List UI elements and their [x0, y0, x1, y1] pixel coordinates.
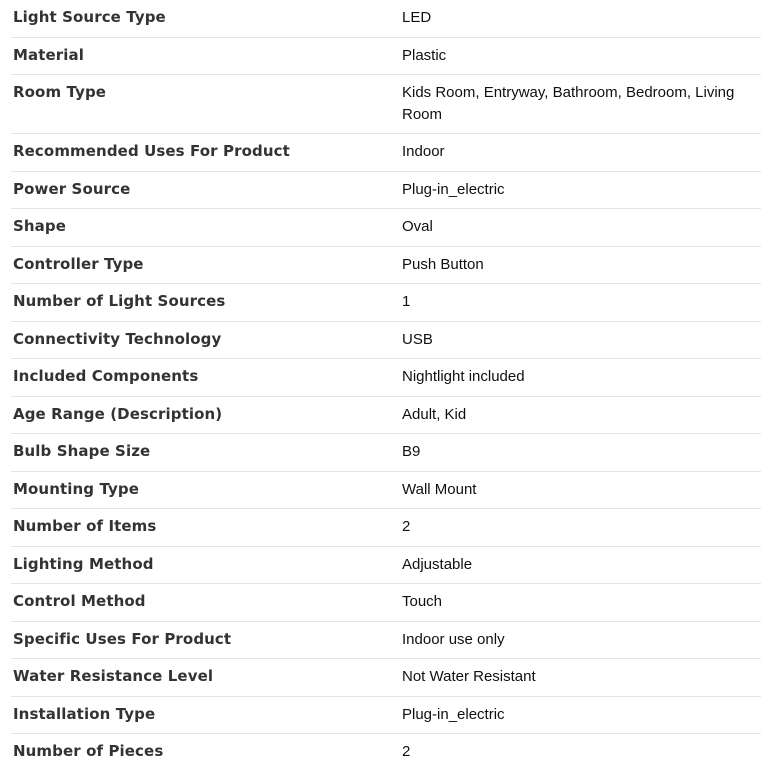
spec-row — [11, 171, 761, 209]
spec-row — [11, 37, 761, 75]
spec-label: Light Source Type — [11, 0, 400, 37]
spec-value: Plug-in_electric — [400, 696, 761, 734]
spec-value: Adjustable — [400, 546, 761, 584]
spec-row — [11, 546, 761, 584]
spec-row — [11, 134, 761, 172]
spec-label: Number of Pieces — [13, 742, 164, 760]
spec-row — [11, 509, 761, 547]
spec-row — [11, 659, 761, 697]
spec-row — [11, 471, 761, 509]
spec-value: Indoor — [400, 134, 761, 172]
spec-label: Number of Items — [11, 509, 400, 547]
spec-value: 2 — [402, 743, 411, 760]
spec-label: Mounting Type — [11, 471, 400, 509]
spec-label: Power Source — [11, 171, 400, 209]
spec-value: 1 — [400, 284, 761, 322]
spec-label: Material — [11, 37, 400, 75]
spec-row — [11, 396, 761, 434]
spec-label: Lighting Method — [11, 546, 400, 584]
spec-row — [11, 321, 761, 359]
spec-label: Specific Uses For Product — [11, 621, 400, 659]
spec-value: Plug-in_electric — [400, 171, 761, 209]
spec-value: Plastic — [400, 37, 761, 75]
spec-label: Age Range (Description) — [11, 396, 400, 434]
spec-row — [11, 0, 761, 37]
spec-value: Adult, Kid — [400, 396, 761, 434]
spec-label: Bulb Shape Size — [11, 434, 400, 472]
spec-row — [11, 284, 761, 322]
spec-label: Water Resistance Level — [11, 659, 400, 697]
spec-value: B9 — [400, 434, 761, 472]
spec-value: 2 — [400, 509, 761, 547]
spec-label: Recommended Uses For Product — [11, 134, 400, 172]
spec-value: USB — [400, 321, 761, 359]
spec-value: Indoor use only — [400, 621, 761, 659]
spec-label: Connectivity Technology — [11, 321, 400, 359]
spec-value: Nightlight included — [400, 359, 761, 397]
spec-label: Control Method — [11, 584, 400, 622]
spec-label: Room Type — [11, 75, 400, 134]
spec-row — [11, 75, 761, 134]
spec-row — [11, 246, 761, 284]
spec-label: Shape — [11, 209, 400, 247]
spec-value: LED — [400, 0, 761, 37]
spec-value: Kids Room, Entryway, Bathroom, Bedroom, Living Room — [400, 75, 761, 134]
spec-row — [11, 621, 761, 659]
product-specs-table — [11, 0, 761, 771]
spec-value: Not Water Resistant — [400, 659, 761, 697]
spec-value: Touch — [400, 584, 761, 622]
product-specs-body — [11, 0, 761, 771]
spec-row — [11, 209, 761, 247]
spec-row — [11, 696, 761, 734]
spec-label: Included Components — [11, 359, 400, 397]
spec-label: Installation Type — [11, 696, 400, 734]
spec-row — [11, 434, 761, 472]
spec-value: Push Button — [400, 246, 761, 284]
spec-value: Wall Mount — [400, 471, 761, 509]
spec-row — [11, 734, 761, 771]
spec-label: Number of Light Sources — [11, 284, 400, 322]
spec-label: Controller Type — [11, 246, 400, 284]
spec-row — [11, 359, 761, 397]
spec-value: Oval — [400, 209, 761, 247]
spec-row — [11, 584, 761, 622]
